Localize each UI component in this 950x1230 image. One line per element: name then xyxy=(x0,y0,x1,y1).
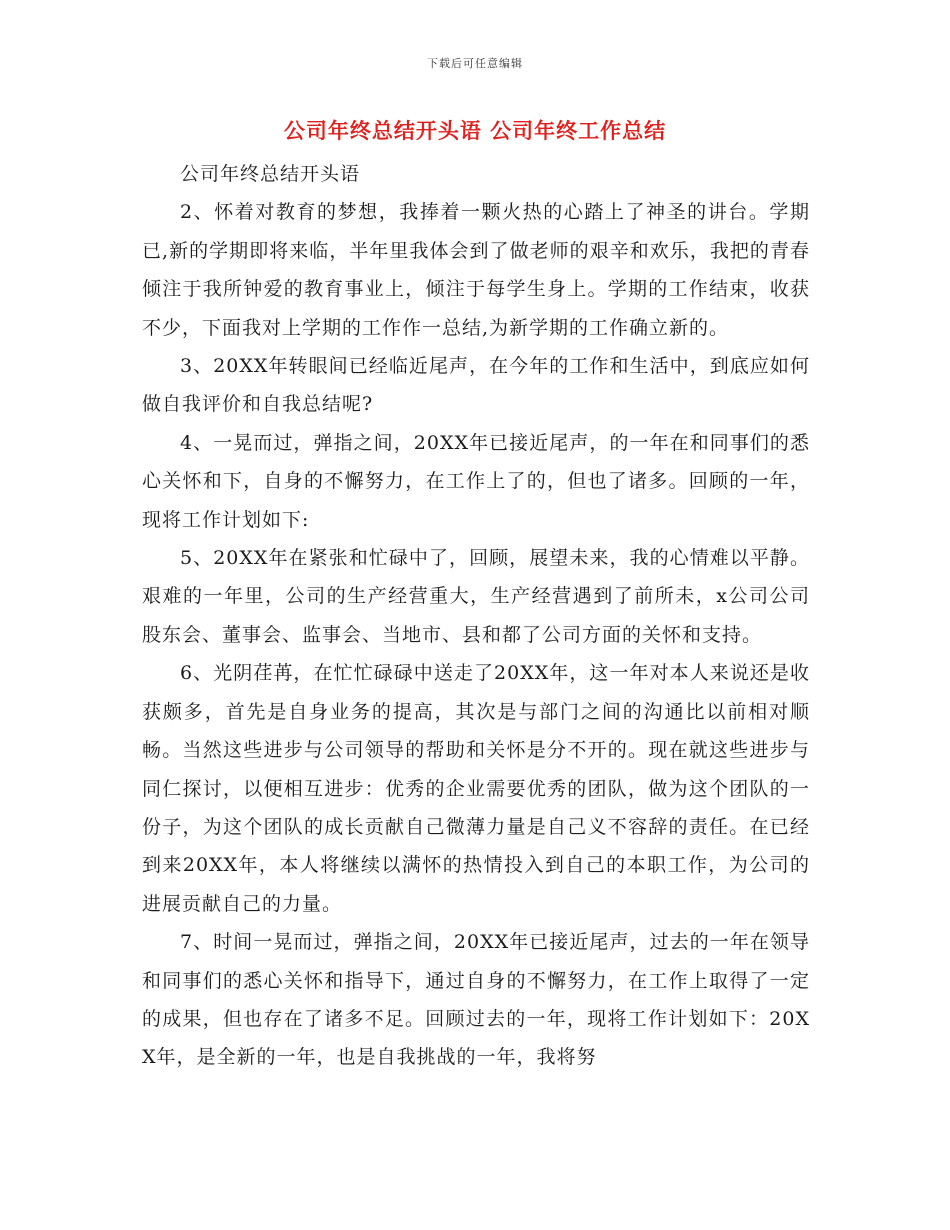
paragraph-4: 4、一晃而过，弹指之间，20XX年已接近尾声，的一年在和同事们的悉心关怀和下，自身的不懈努力，在工作上了的，但也了诸多。回顾的一年，现将工作计划如下: xyxy=(142,431,810,531)
paragraph-7: 7、时间一晃而过，弹指之间，20XX年已接近尾声，过去的一年在领导和同事们的悉心关怀和指导下，通过自身的不懈努力，在工作上取得了一定的成果，但也存在了诸多不足。回顾过去的一年，现将工作计划如下：20XX年，是全新的一年，也是自我挑战的一年，我将努 xyxy=(142,931,810,1069)
header-note: 下载后可任意编辑 xyxy=(427,57,523,70)
paragraph-2: 2、怀着对教育的梦想，我捧着一颗火热的心踏上了神圣的讲台。学期已,新的学期即将来临，半年里我体会到了做老师的艰辛和欢乐，我把的青春倾注于我所钟爱的教育事业上，倾注于每学生身上。学期的工作结束，收获不少，下面我对上学期的工作作一总结,为新学期的工作确立新的。 xyxy=(142,201,810,339)
paragraph-6: 6、光阴荏苒，在忙忙碌碌中送走了20XX年，这一年对本人来说还是收获颇多，首先是自身业务的提高，其次是与部门之间的沟通比以前相对顺畅。当然这些进步与公司领导的帮助和关怀是分不开的。现在就这些进步与同仁探讨，以便相互进步：优秀的企业需要优秀的团队，做为这个团队的一份子，为这个团队的成长贡献自己微薄力量是自己义不容辞的责任。在已经到来20XX年，本人将继续以满怀的热情投入到自己的本职工作，为公司的进展贡献自己的力量。 xyxy=(142,662,810,915)
document-body xyxy=(142,155,810,1077)
section-heading: 公司年终总结开头语 xyxy=(180,163,361,185)
document-title: 公司年终总结开头语 公司年终工作总结 xyxy=(283,118,667,143)
paragraph-3: 3、20XX年转眼间已经临近尾声，在今年的工作和生活中，到底应如何做自我评价和自我总结呢? xyxy=(142,355,810,416)
paragraph-5: 5、20XX年在紧张和忙碌中了，回顾，展望未来，我的心情难以平静。艰难的一年里，公司的生产经营重大，生产经营遇到了前所未，x公司公司股东会、董事会、监事会、当地市、县和都了公司方面的关怀和支持。 xyxy=(142,547,810,646)
